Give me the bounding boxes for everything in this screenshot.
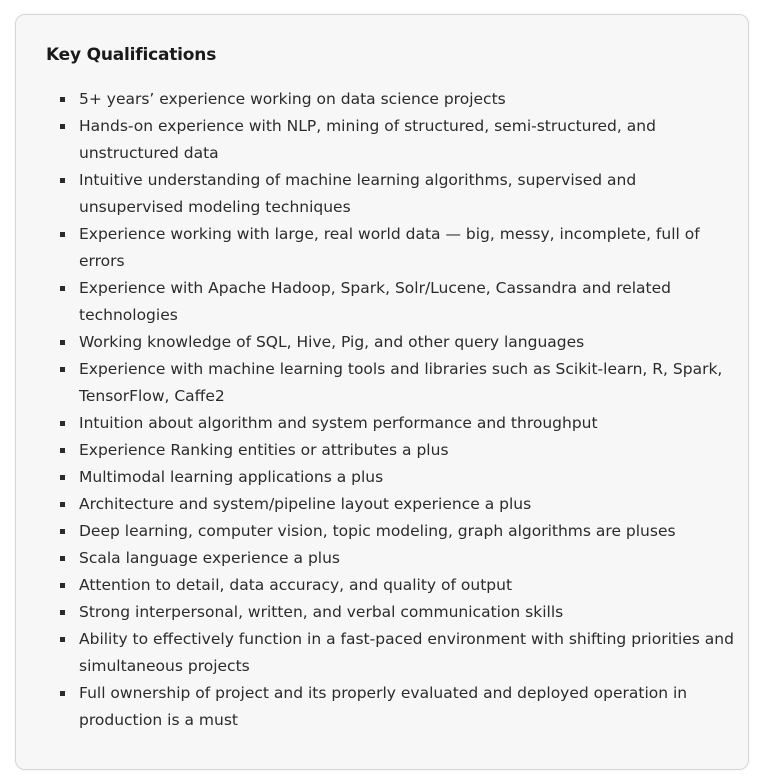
list-item [46,221,736,275]
list-item-text: Strong interpersonal, written, and verbal communication skills [79,603,564,621]
list-item-text: Scala language experience a plus [79,549,340,567]
list-item-text: Attention to detail, data accuracy, and quality of output [79,576,513,594]
list-item [46,518,736,545]
list-item [46,680,736,734]
list-item [46,113,736,167]
list-item-text: Experience Ranking entities or attributes a plus [79,441,449,459]
list-item-text: Architecture and system/pipeline layout experience a plus [79,495,532,513]
list-item [46,356,736,410]
list-item [46,599,736,626]
bullet-icon [60,178,65,183]
list-item [46,626,736,680]
list-item [46,275,736,329]
list-item-text: Multimodal learning applications a plus [79,468,384,486]
list-item [46,410,736,437]
list-item [46,437,736,464]
list-item [46,464,736,491]
bullet-icon [60,97,65,102]
bullet-icon [60,556,65,561]
bullet-icon [60,610,65,615]
bullet-icon [60,691,65,696]
list-item-text: Hands-on experience with NLP, mining of structured, semi-structured, and unstructured data [79,117,656,162]
list-item [46,491,736,518]
bullet-icon [60,421,65,426]
bullet-icon [60,286,65,291]
list-item-text: Experience with machine learning tools and libraries such as Scikit-learn, R, Spark, TensorFlow, Caffe2 [79,360,723,405]
bullet-icon [60,502,65,507]
list-item-text: 5+ years’ experience working on data science projects [79,90,506,108]
list-item [46,86,736,113]
list-item-text: Working knowledge of SQL, Hive, Pig, and other query languages [79,333,585,351]
list-item [46,572,736,599]
section-heading: Key Qualifications [46,45,217,65]
qualifications-list [46,86,736,734]
bullet-icon [60,475,65,480]
list-item-text: Intuition about algorithm and system performance and throughput [79,414,598,432]
list-item-text: Ability to effectively function in a fast-paced environment with shifting priorities and simultaneous projects [79,630,734,675]
list-item-text: Experience with Apache Hadoop, Spark, Solr/Lucene, Cassandra and related technologies [79,279,671,324]
list-item-text: Intuitive understanding of machine learning algorithms, supervised and unsupervised modeling techniques [79,171,637,216]
bullet-icon [60,529,65,534]
bullet-icon [60,367,65,372]
bullet-icon [60,448,65,453]
list-item-text: Experience working with large, real world data — big, messy, incomplete, full of errors [79,225,700,270]
qualifications-card [15,14,749,770]
list-item-text: Deep learning, computer vision, topic modeling, graph algorithms are pluses [79,522,676,540]
bullet-icon [60,583,65,588]
bullet-icon [60,340,65,345]
bullet-icon [60,124,65,129]
list-item [46,329,736,356]
list-item [46,167,736,221]
list-item [46,545,736,572]
list-item-text: Full ownership of project and its properly evaluated and deployed operation in production is a must [79,684,688,729]
bullet-icon [60,637,65,642]
bullet-icon [60,232,65,237]
